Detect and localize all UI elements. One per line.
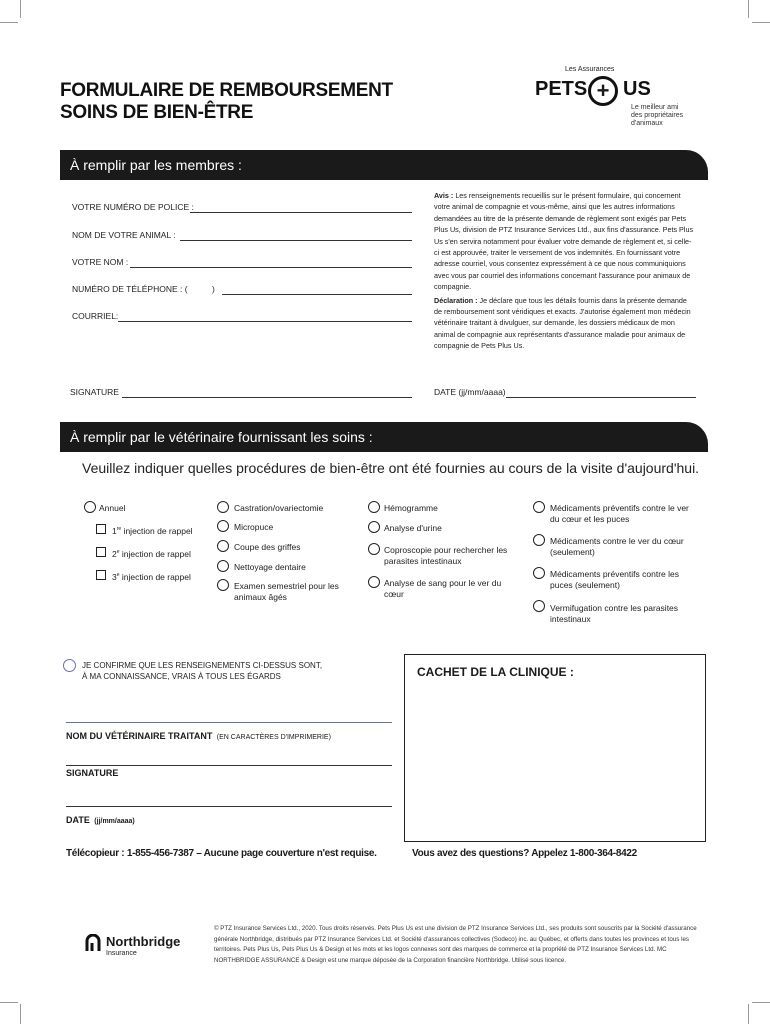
vermifugation-radio[interactable]	[533, 600, 545, 612]
crop-mark	[20, 0, 21, 18]
dentaire-label: Nettoyage dentaire	[234, 562, 306, 572]
rappel-3-sup: e	[116, 572, 120, 578]
rappel-2-sup: e	[116, 549, 120, 555]
legal-footer: © PTZ Insurance Services Ltd., 2020. Tous droits réservés. Pets Plus Us est une division de PTZ Insurance Services Ltd., ses produits sont souscrits par la Société d'assurance générale Northbridge, distribués par PTZ Insurance Services Ltd. et Société d'assurances collectives (Sodeco) inc. au Québec, et offerts dans toutes les provinces et tous les territoires. Pets Plus Us, Pets Plus Us & Design et les mots et les logos connexes sont des marques de commerce et la propriété de PTZ Insurance Services Ltd. MC NORTHBRIDGE ASSURANCE & Design est une marque déposée de la Corporation financière Northbridge. Utilisé sous licence.	[214, 925, 697, 964]
coeur-seulement-radio[interactable]	[533, 534, 545, 546]
vet-name-label: NOM DU VÉTÉRINAIRE TRAITANT	[66, 731, 213, 741]
notice-text: Les renseignements recueillis sur le présent formulaire, qui concernent votre animal de compagnie et vous-même, ainsi que les autres informations demandées au titre de la présente demande de règlement sont exigés par Pets Plus Us, division de PTZ Insurance Services Ltd., aux fins d'assurance. Pets Plus Us s'en servira notamment pour évaluer votre demande de règlement et, si celle-ci est approuvée, traiter le versement de vos indemnités. En fournissant votre adresse courriel, vous consentez expressément à ce que nous communiquions avec vous par courriel des informations concernant l'assurance pour animaux de compagnie.	[434, 191, 694, 292]
questions-line: Vous avez des questions? Appelez 1-800-364-8422	[412, 848, 637, 859]
name-field[interactable]	[130, 267, 412, 268]
title-line-1: FORMULAIRE DE REMBOURSEMENT	[60, 80, 393, 101]
policy-field[interactable]	[190, 212, 412, 213]
declaration-paragraph	[434, 295, 696, 352]
castration-label: Castration/ovariectomie	[234, 503, 324, 513]
logo-small-text: Les Assurances	[565, 66, 615, 73]
urine-label: Analyse d'urine	[384, 523, 442, 533]
clinic-stamp-label: CACHET DE LA CLINIQUE :	[417, 665, 574, 679]
northbridge-sub: Insurance	[106, 950, 137, 957]
rappel-2-number: 2	[112, 548, 117, 559]
vet-name-field[interactable]	[66, 722, 392, 723]
confirm-line-2: À MA CONNAISSANCE, VRAIS À TOUS LES ÉGARDS	[82, 672, 281, 681]
member-date-label: DATE (jj/mm/aaaa)	[434, 387, 506, 397]
rappel-3-checkbox[interactable]	[96, 570, 106, 580]
puces-seulement-radio[interactable]	[533, 567, 545, 579]
pet-name-label: NOM DE VOTRE ANIMAL :	[72, 230, 176, 240]
notice-label: Avis :	[434, 191, 454, 200]
declaration-text: Je déclare que tous les détails fournis dans la présente demande de remboursement sont véridiques et exacts. J'autorise également mon médecin vétérinaire traitant à divulguer, sur demande, les dossiers médicaux de mon animal de compagnie aux représentants d'assurance maladie pour animaux de compagnie de Pets Plus Us.	[434, 295, 691, 351]
vet-date-note: (jj/mm/aaaa)	[94, 818, 135, 825]
confirm-line-1: JE CONFIRME QUE LES RENSEIGNEMENTS CI-DESSUS SONT,	[82, 661, 323, 670]
preventif-coeur-puces-radio[interactable]	[533, 501, 545, 513]
vet-date-field[interactable]	[66, 806, 392, 807]
vet-date-label: DATE	[66, 815, 90, 825]
micropuce-label: Micropuce	[234, 522, 274, 532]
crop-mark	[752, 22, 770, 23]
urine-radio[interactable]	[368, 521, 380, 533]
logo-us: US	[623, 78, 651, 100]
fax-line: Télécopieur : 1-855-456-7387 – Aucune page couverture n'est requise.	[66, 848, 377, 859]
ver-coeur-analyse-radio[interactable]	[368, 576, 380, 588]
annuel-radio[interactable]	[84, 501, 96, 513]
crop-mark	[0, 1002, 18, 1003]
dentaire-radio[interactable]	[217, 560, 229, 572]
griffes-label: Coupe des griffes	[234, 542, 301, 552]
email-field[interactable]	[118, 321, 412, 322]
castration-radio[interactable]	[217, 501, 229, 513]
vet-banner: À remplir par le vétérinaire fournissant les soins :	[60, 422, 708, 452]
vet-name-label-row	[66, 726, 331, 744]
rappel-3-text: injection de rappel	[121, 571, 191, 582]
vet-signature-label: SIGNATURE	[66, 768, 119, 778]
crop-mark	[20, 1004, 21, 1024]
vet-signature-field[interactable]	[66, 765, 392, 766]
member-signature-label: SIGNATURE	[70, 387, 119, 397]
policy-label: VOTRE NUMÉRO DE POLICE :	[72, 202, 194, 212]
title-line-2: SOINS DE BIEN-ÊTRE	[60, 102, 254, 123]
hemogramme-radio[interactable]	[368, 501, 380, 513]
vet-intro: Veuillez indiquer quelles procédures de bien-être ont été fournies au cours de la visite d'aujourd'hui.	[82, 460, 700, 476]
phone-close-paren: )	[212, 284, 215, 294]
puces-seulement-label: Médicaments préventifs contre les puces (seulement)	[550, 569, 679, 590]
preventif-coeur-puces-label: Médicaments préventifs contre le ver du cœur et les puces	[550, 503, 689, 524]
name-label: VOTRE NOM :	[72, 257, 129, 267]
coproscopie-radio[interactable]	[368, 543, 380, 555]
member-date-field[interactable]	[506, 397, 696, 398]
page-title	[60, 80, 393, 124]
member-signature-field[interactable]	[122, 397, 412, 398]
members-banner: À remplir par les membres :	[60, 150, 708, 180]
pets-plus-us-logo	[535, 66, 685, 127]
confirm-text	[82, 660, 322, 682]
phone-field[interactable]	[222, 294, 412, 295]
notice-block	[434, 190, 696, 352]
northbridge-icon	[84, 934, 102, 952]
micropuce-radio[interactable]	[217, 520, 229, 532]
examen-radio[interactable]	[217, 579, 229, 591]
ver-coeur-analyse-label: Analyse de sang pour le ver du cœur	[384, 578, 502, 599]
hemogramme-label: Hémogramme	[384, 503, 438, 513]
griffes-radio[interactable]	[217, 540, 229, 552]
rappel-2-label	[112, 547, 191, 560]
vet-date-label-row	[66, 810, 135, 828]
clinic-stamp-box[interactable]	[404, 654, 706, 842]
examen-label: Examen semestriel pour les animaux âgés	[234, 581, 339, 602]
rappel-3-number: 3	[112, 571, 117, 582]
crop-mark	[0, 22, 18, 23]
rappel-1-sup: re	[116, 526, 122, 532]
vermifugation-label: Vermifugation contre les parasites intestinaux	[550, 603, 679, 624]
rappel-1-checkbox[interactable]	[96, 524, 106, 534]
crop-mark	[748, 1004, 749, 1024]
logo-plus-icon: +	[588, 76, 618, 106]
rappel-2-checkbox[interactable]	[96, 547, 106, 557]
coeur-seulement-label: Médicaments contre le ver du cœur (seulement)	[550, 536, 684, 557]
crop-mark	[748, 0, 749, 18]
crop-mark	[752, 1002, 770, 1003]
confirm-radio[interactable]	[63, 659, 76, 672]
northbridge-name: Northbridge	[106, 934, 181, 949]
vet-name-note: (EN CARACTÈRES D'IMPRIMERIE)	[216, 734, 331, 741]
coproscopie-label: Coproscopie pour rechercher les parasites intestinaux	[384, 545, 508, 566]
rappel-1-label	[112, 524, 193, 537]
notice-paragraph	[434, 190, 696, 293]
declaration-label: Déclaration :	[434, 295, 478, 305]
logo-pets: PETS	[535, 78, 588, 100]
annuel-label: Annuel	[99, 503, 126, 513]
phone-label: NUMÉRO DE TÉLÉPHONE : (	[72, 284, 188, 294]
pet-name-field[interactable]	[180, 240, 412, 241]
logo-tagline: Le meilleur ami des propriétaires d'animaux	[631, 104, 684, 127]
rappel-1-number: 1	[112, 525, 117, 536]
email-label: COURRIEL:	[72, 311, 119, 321]
rappel-2-text: injection de rappel	[121, 548, 191, 559]
rappel-3-label	[112, 570, 191, 583]
rappel-1-text: injection de rappel	[123, 525, 193, 536]
